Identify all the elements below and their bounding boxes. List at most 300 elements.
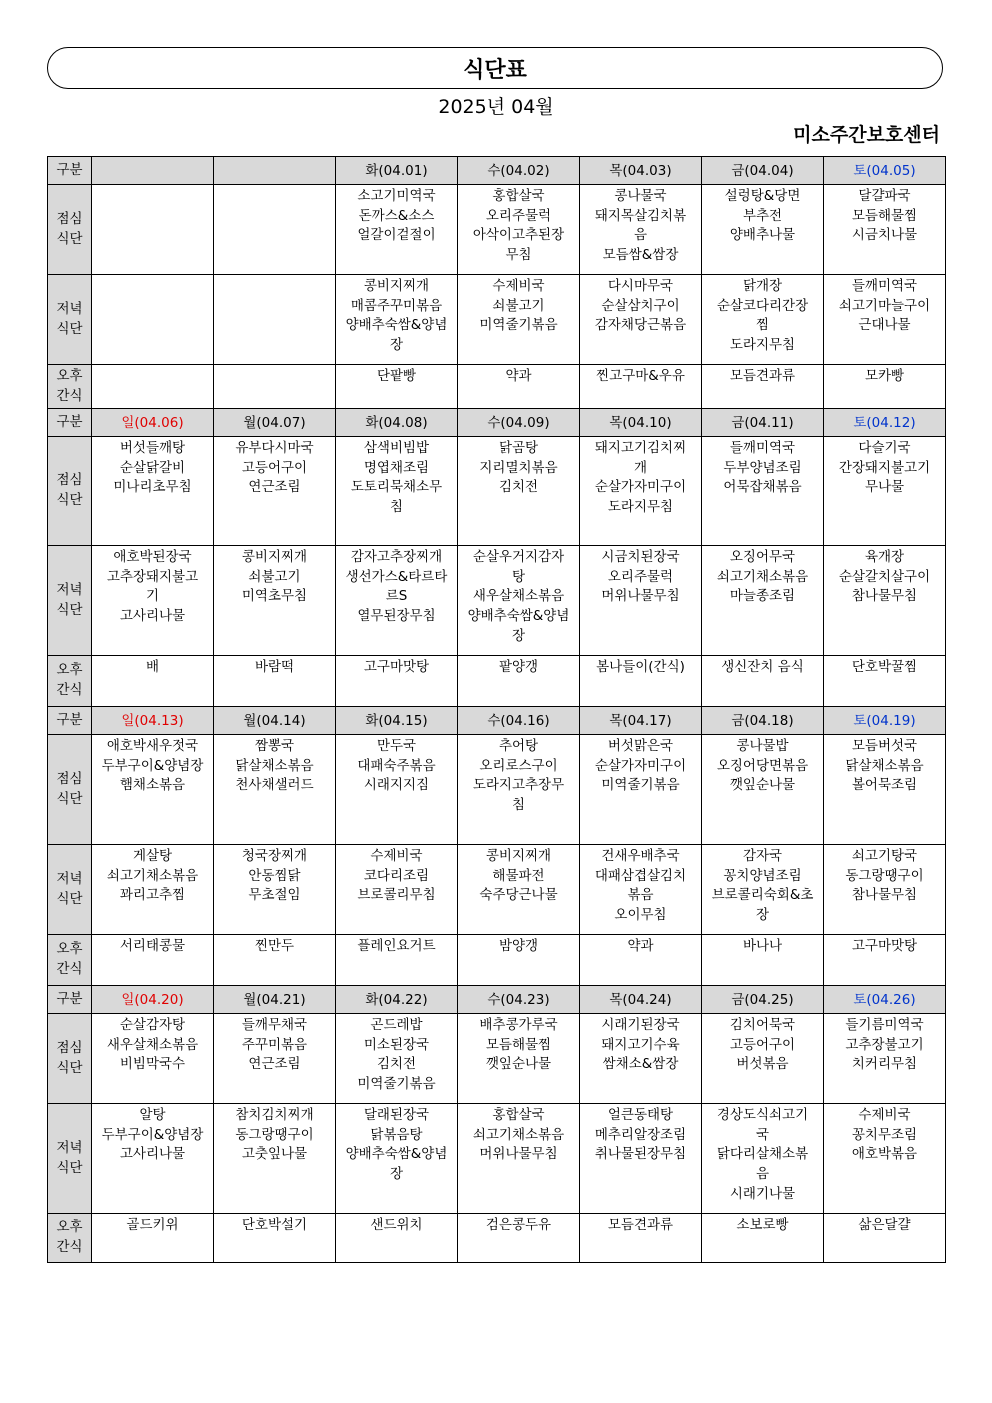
- lunch-cell-items: [460, 1014, 577, 1075]
- menu-item: 쇠불고기: [492, 297, 545, 314]
- dinner-cell-items: [338, 275, 455, 356]
- dinner-cell-items: [94, 845, 211, 906]
- menu-item: 도라지무침: [607, 499, 674, 516]
- lunch-cell-items: [826, 185, 943, 246]
- dinner-cell: [92, 845, 214, 935]
- row-label-dinner-text: 식단: [56, 320, 83, 337]
- menu-item: 닭다리살채소볶: [716, 1146, 809, 1163]
- menu-item: 참나물무침: [851, 588, 918, 605]
- menu-item: 감자국: [742, 848, 783, 864]
- snack-cell: [92, 1214, 214, 1263]
- lunch-cell-items: [582, 735, 699, 796]
- snack-cell: [458, 1214, 580, 1263]
- menu-item: 양배추숙쌈&양념: [345, 1146, 448, 1163]
- dinner-cell-items: [582, 275, 699, 336]
- snack-cell: [824, 1214, 946, 1263]
- menu-item: 검은콩두유: [485, 1217, 552, 1233]
- week-2-header-row: [48, 409, 946, 437]
- menu-item: 쇠고기탕국: [851, 848, 918, 864]
- snack-cell-items: [94, 656, 211, 678]
- dinner-cell: [92, 546, 214, 656]
- snack-cell-items: [94, 365, 211, 367]
- menu-item: 오리주물럭: [607, 568, 674, 585]
- lunch-cell-items: [460, 185, 577, 266]
- snack-cell-items: [216, 365, 333, 367]
- menu-item: 콩나물밥: [736, 738, 789, 754]
- day-header: [92, 409, 214, 437]
- row-label-lunch-text: 점심: [56, 1039, 83, 1056]
- dinner-cell: [92, 1104, 214, 1214]
- menu-item: 도토리묵채소무: [350, 479, 443, 496]
- snack-cell: [214, 935, 336, 986]
- lunch-cell: [336, 437, 458, 546]
- dinner-cell-items: [826, 275, 943, 336]
- menu-item: 연근조림: [248, 479, 301, 496]
- menu-item: 대패숙주볶음: [357, 757, 436, 774]
- menu-item: 약과: [505, 368, 532, 384]
- day-header: [336, 707, 458, 735]
- menu-item: 취나물된장무침: [594, 1146, 687, 1163]
- week-4-lunch-row: [48, 1014, 946, 1104]
- menu-item: 무나물: [864, 479, 905, 496]
- menu-item: 매콤주꾸미볶음: [350, 297, 443, 314]
- day-date: 목(04.17): [609, 712, 672, 729]
- menu-item: 곤드레밥: [370, 1017, 423, 1033]
- menu-item: 추어탕: [498, 738, 539, 754]
- row-label-lunch-text: 점심: [56, 210, 83, 227]
- lunch-cell-items: [826, 437, 943, 498]
- lunch-cell-items: [94, 735, 211, 796]
- menu-item: 코다리조림: [363, 867, 430, 884]
- menu-item: 지리멸치볶음: [479, 459, 558, 476]
- menu-item: 마늘종조림: [729, 588, 796, 605]
- menu-item: 침: [389, 499, 404, 516]
- menu-item: 두부구이&양념장: [101, 1126, 204, 1143]
- menu-item: 서리태콩물: [119, 938, 186, 954]
- snack-cell-items: [338, 1214, 455, 1236]
- snack-cell-items: [704, 365, 821, 387]
- lunch-cell: [92, 185, 214, 275]
- day-date: 화(04.08): [365, 414, 428, 431]
- menu-item: 김치어묵국: [729, 1017, 796, 1033]
- menu-item: 찜: [755, 317, 770, 334]
- lunch-cell-items: [216, 735, 333, 796]
- row-label-snack: [48, 365, 92, 409]
- row-label-header-text: 구분: [56, 990, 83, 1007]
- day-date: 화(04.15): [365, 712, 428, 729]
- menu-item: 모카빵: [864, 368, 905, 384]
- day-header: [214, 986, 336, 1014]
- menu-item: 게살탕: [132, 848, 173, 864]
- menu-item: 달래된장국: [363, 1107, 430, 1123]
- menu-item: 깻잎순나물: [729, 777, 796, 794]
- row-label-dinner-text: 저녁: [56, 581, 83, 598]
- menu-item: 모듬쌈&쌈장: [602, 247, 679, 264]
- menu-item: 다시마무국: [607, 278, 674, 294]
- menu-item: 시금치나물: [851, 227, 918, 244]
- day-date: 수(04.02): [487, 162, 550, 179]
- menu-item: 대패삼겹살김치: [594, 867, 687, 884]
- menu-item: 돼지목살김치볶: [594, 207, 687, 224]
- menu-item: 찐고구마&우유: [596, 368, 685, 384]
- lunch-cell-items: [826, 735, 943, 796]
- snack-cell-items: [826, 935, 943, 957]
- lunch-cell-items: [338, 185, 455, 246]
- day-date: 월(04.21): [243, 991, 306, 1008]
- dinner-cell-items: [460, 1104, 577, 1165]
- snack-cell: [580, 365, 702, 409]
- row-label-snack-text: 오후: [56, 941, 83, 958]
- week-1-snack-row: [48, 365, 946, 409]
- snack-cell: [214, 1214, 336, 1263]
- lunch-cell: [702, 1014, 824, 1104]
- menu-item: 배추콩가루국: [479, 1017, 558, 1033]
- lunch-cell: [580, 1014, 702, 1104]
- menu-item: 밤양갱: [498, 938, 539, 954]
- menu-item: 숙주당근나물: [479, 887, 558, 904]
- day-header: [824, 986, 946, 1014]
- snack-cell-items: [582, 656, 699, 678]
- snack-cell-items: [94, 935, 211, 957]
- menu-item: 홍합살국: [492, 1107, 545, 1123]
- lunch-cell-items: [582, 185, 699, 266]
- menu-item: 장: [511, 627, 526, 644]
- menu-item: 기: [145, 588, 160, 605]
- row-label-lunch-text: 식단: [56, 1059, 83, 1076]
- day-date: 일(04.20): [121, 991, 184, 1008]
- day-header: [580, 409, 702, 437]
- menu-item: 쇠불고기: [248, 568, 301, 585]
- row-label-dinner-text: 식단: [56, 890, 83, 907]
- row-label-lunch: [48, 1014, 92, 1104]
- menu-item: 콩나물국: [614, 188, 667, 204]
- dinner-cell-items: [704, 1104, 821, 1205]
- snack-cell-items: [826, 656, 943, 678]
- snack-cell: [580, 656, 702, 707]
- menu-item: 들깨미역국: [851, 278, 918, 294]
- lunch-cell-items: [216, 1014, 333, 1075]
- menu-item: 고등어구이: [729, 1036, 796, 1053]
- snack-cell: [92, 656, 214, 707]
- menu-item: 순살코다리간장: [716, 297, 809, 314]
- menu-item: 고구마맛탕: [363, 659, 430, 675]
- dinner-cell-items: [216, 845, 333, 906]
- row-label-lunch: [48, 735, 92, 845]
- menu-item: 닭볶음탕: [370, 1126, 423, 1143]
- menu-item: 오징어무국: [729, 549, 796, 565]
- lunch-cell: [824, 437, 946, 546]
- snack-cell-items: [704, 935, 821, 957]
- lunch-cell-items: [338, 437, 455, 518]
- snack-cell-items: [216, 935, 333, 957]
- dinner-cell-items: [338, 1104, 455, 1185]
- menu-item: 미역초무침: [241, 588, 308, 605]
- row-label-snack-text: 오후: [56, 662, 83, 679]
- week-1-header-row: [48, 157, 946, 185]
- day-date: 금(04.25): [731, 991, 794, 1008]
- snack-cell: [336, 935, 458, 986]
- day-header: [92, 707, 214, 735]
- dinner-cell: [336, 845, 458, 935]
- snack-cell: [824, 365, 946, 409]
- dinner-cell: [458, 546, 580, 656]
- menu-item: 얼갈이겉절이: [357, 227, 436, 244]
- day-header: [336, 986, 458, 1014]
- lunch-cell: [214, 1014, 336, 1104]
- snack-cell-items: [704, 656, 821, 678]
- lunch-cell: [92, 1014, 214, 1104]
- dinner-cell-items: [216, 275, 333, 277]
- menu-item: 도라지고추장무: [472, 777, 565, 794]
- snack-cell: [702, 1214, 824, 1263]
- snack-cell-items: [582, 1214, 699, 1236]
- menu-item: 부추전: [742, 207, 783, 224]
- lunch-cell: [702, 735, 824, 845]
- menu-item: 설렁탕&당면: [724, 188, 801, 204]
- menu-item: 삶은달걀: [858, 1217, 911, 1233]
- lunch-cell: [214, 735, 336, 845]
- row-label-snack-text: 간식: [56, 387, 83, 404]
- menu-item: 경상도식쇠고기: [716, 1107, 809, 1123]
- menu-item: 닭살채소볶음: [845, 757, 924, 774]
- lunch-cell-items: [704, 185, 821, 246]
- menu-item: 시래기나물: [729, 1185, 796, 1202]
- snack-cell-items: [460, 935, 577, 957]
- menu-item: 애호박볶음: [851, 1146, 918, 1163]
- row-label-snack: [48, 656, 92, 707]
- day-header: [824, 157, 946, 185]
- week-3-snack-row: [48, 935, 946, 986]
- dinner-cell: [458, 1104, 580, 1214]
- day-header: [214, 707, 336, 735]
- menu-item: 모듬해물찜: [851, 207, 918, 224]
- menu-item: 꽈리고추찜: [119, 887, 186, 904]
- dinner-cell: [824, 275, 946, 365]
- menu-item: 바람떡: [254, 659, 295, 675]
- lunch-cell: [824, 1014, 946, 1104]
- menu-item: 모듬버섯국: [851, 738, 918, 754]
- menu-item: 브로콜리무침: [357, 887, 436, 904]
- dinner-cell-items: [338, 546, 455, 627]
- day-header: [824, 409, 946, 437]
- snack-cell-items: [460, 656, 577, 678]
- lunch-cell-items: [94, 1014, 211, 1075]
- row-label-dinner: [48, 275, 92, 365]
- menu-item: 수제비국: [858, 1107, 911, 1123]
- lunch-cell-items: [216, 185, 333, 187]
- menu-item: 배: [145, 659, 160, 675]
- menu-item: 콩비지찌개: [241, 549, 308, 565]
- menu-item: 육개장: [864, 549, 905, 565]
- dinner-cell: [580, 845, 702, 935]
- menu-item: 김치전: [376, 1056, 417, 1073]
- menu-item: 메추리알장조림: [594, 1126, 687, 1143]
- snack-cell: [580, 935, 702, 986]
- dinner-cell: [336, 546, 458, 656]
- menu-item: 근대나물: [858, 317, 911, 334]
- menu-item: 버섯볶음: [736, 1056, 789, 1073]
- row-label-header: [48, 986, 92, 1014]
- dinner-cell-items: [460, 275, 577, 336]
- dinner-cell: [824, 845, 946, 935]
- menu-item: 고춧잎나물: [241, 1146, 308, 1163]
- menu-item: 시래기된장국: [601, 1017, 680, 1033]
- day-date: 토(04.05): [853, 162, 916, 179]
- menu-item: 새우살채소볶음: [106, 1036, 199, 1053]
- menu-item: 청국장찌개: [241, 848, 308, 864]
- menu-item: 무침: [505, 247, 532, 264]
- menu-item: 오리로스구이: [479, 757, 558, 774]
- lunch-cell: [336, 735, 458, 845]
- menu-item: 소고기미역국: [357, 188, 436, 204]
- row-label-header-text: 구분: [56, 161, 83, 178]
- menu-item: 해물파전: [492, 867, 545, 884]
- lunch-cell-items: [338, 735, 455, 796]
- snack-cell: [336, 1214, 458, 1263]
- dinner-cell-items: [582, 845, 699, 926]
- menu-item: 돈까스&소스: [358, 207, 435, 224]
- row-label-lunch-text: 식단: [56, 492, 83, 508]
- day-date: 수(04.16): [487, 712, 550, 729]
- menu-item: 머위나물무침: [479, 1146, 558, 1163]
- day-date: 월(04.14): [243, 712, 306, 729]
- menu-item: 김치전: [498, 479, 539, 496]
- day-header: [580, 707, 702, 735]
- menu-item: 오징어당면볶음: [716, 757, 809, 774]
- menu-item: 르S: [385, 588, 408, 605]
- snack-cell: [92, 935, 214, 986]
- row-label-lunch-text: 점심: [56, 472, 83, 489]
- snack-cell: [580, 1214, 702, 1263]
- row-label-snack-text: 간식: [56, 961, 83, 977]
- menu-item: 음: [755, 1166, 770, 1183]
- menu-item: 새우살채소볶음: [472, 588, 565, 605]
- day-header: [336, 157, 458, 185]
- menu-item: 닭개장: [742, 278, 783, 294]
- row-label-dinner: [48, 1104, 92, 1214]
- lunch-cell-items: [338, 1014, 455, 1095]
- dinner-cell-items: [460, 845, 577, 906]
- week-2-dinner-row: [48, 546, 946, 656]
- page-title: 식단표: [463, 57, 527, 83]
- row-label-header: [48, 707, 92, 735]
- day-date: 일(04.13): [121, 712, 184, 729]
- menu-item: 간장돼지불고기: [838, 459, 931, 476]
- menu-item: 두부구이&양념장: [101, 757, 204, 774]
- dinner-cell: [580, 1104, 702, 1214]
- menu-item: 탕: [511, 568, 526, 585]
- day-date: 화(04.22): [365, 991, 428, 1008]
- menu-item: 명엽채조림: [363, 459, 430, 476]
- menu-item: 장: [755, 907, 770, 924]
- menu-item: 애호박된장국: [113, 549, 192, 565]
- lunch-cell: [214, 185, 336, 275]
- menu-item: 순살갈치살구이: [838, 568, 931, 585]
- menu-item: 고등어구이: [241, 459, 308, 476]
- snack-cell-items: [826, 365, 943, 387]
- menu-item: 고추장돼지불고: [106, 568, 199, 585]
- day-date: 목(04.24): [609, 991, 672, 1008]
- menu-item: 고사리나물: [119, 608, 186, 625]
- row-label-header: [48, 409, 92, 437]
- snack-cell: [824, 935, 946, 986]
- dinner-cell-items: [216, 546, 333, 607]
- menu-item: 순살감자탕: [119, 1017, 186, 1033]
- dinner-cell-items: [582, 546, 699, 607]
- menu-item: 순살가자미구이: [594, 479, 687, 496]
- dinner-cell: [214, 1104, 336, 1214]
- row-label-snack-text: 간식: [56, 682, 83, 698]
- lunch-cell: [458, 735, 580, 845]
- day-header: [92, 986, 214, 1014]
- lunch-cell: [702, 437, 824, 546]
- row-label-header-text: 구분: [56, 711, 83, 728]
- menu-item: 알탕: [139, 1107, 166, 1123]
- lunch-cell-items: [94, 185, 211, 187]
- menu-item: 장: [389, 1166, 404, 1183]
- menu-item: 꽁치양념조림: [723, 867, 802, 884]
- menu-item: 침: [511, 797, 526, 814]
- lunch-cell-items: [582, 1014, 699, 1075]
- day-date: 목(04.10): [609, 414, 672, 431]
- week-1-dinner-row: [48, 275, 946, 365]
- menu-item: 무초절임: [248, 887, 301, 904]
- lunch-cell: [458, 185, 580, 275]
- dinner-cell: [336, 1104, 458, 1214]
- row-label-lunch-text: 식단: [56, 230, 83, 247]
- day-header: [702, 707, 824, 735]
- menu-item: 만두국: [376, 738, 417, 754]
- snack-cell: [336, 656, 458, 707]
- snack-cell: [214, 656, 336, 707]
- menu-item: 도라지무침: [729, 337, 796, 354]
- snack-cell-items: [338, 656, 455, 678]
- day-header: [214, 409, 336, 437]
- menu-item: 홍합살국: [492, 188, 545, 204]
- snack-cell: [214, 365, 336, 409]
- menu-item: 플레인요거트: [357, 938, 436, 954]
- menu-item: 참치김치찌개: [235, 1107, 314, 1123]
- day-header: [458, 707, 580, 735]
- lunch-cell-items: [460, 437, 577, 498]
- menu-item: 천사채샐러드: [235, 777, 314, 794]
- lunch-cell: [824, 735, 946, 845]
- menu-item: 단호박꿀찜: [851, 659, 918, 675]
- menu-item: 어묵잡채볶음: [723, 479, 802, 496]
- menu-item: 소보로빵: [736, 1217, 789, 1233]
- dinner-cell-items: [94, 275, 211, 277]
- menu-item: 국: [755, 1126, 770, 1143]
- lunch-cell: [824, 185, 946, 275]
- menu-item: 머위나물무침: [601, 588, 680, 605]
- menu-item: 치커리무침: [851, 1056, 918, 1073]
- menu-item: 오리주물럭: [485, 207, 552, 224]
- row-label-dinner: [48, 546, 92, 656]
- menu-item: 음: [633, 227, 648, 244]
- dinner-cell-items: [704, 845, 821, 926]
- snack-cell: [458, 935, 580, 986]
- dinner-cell: [824, 1104, 946, 1214]
- row-label-snack: [48, 1214, 92, 1263]
- menu-item: 쌈채소&쌈장: [602, 1056, 679, 1073]
- dinner-cell-items: [216, 1104, 333, 1165]
- day-date: 수(04.23): [487, 991, 550, 1008]
- snack-cell-items: [338, 935, 455, 957]
- menu-item: 순살닭갈비: [119, 459, 186, 476]
- menu-item: 시금치된장국: [601, 549, 680, 565]
- menu-item: 순살삼치구이: [601, 297, 680, 314]
- menu-item: 미소된장국: [363, 1036, 430, 1053]
